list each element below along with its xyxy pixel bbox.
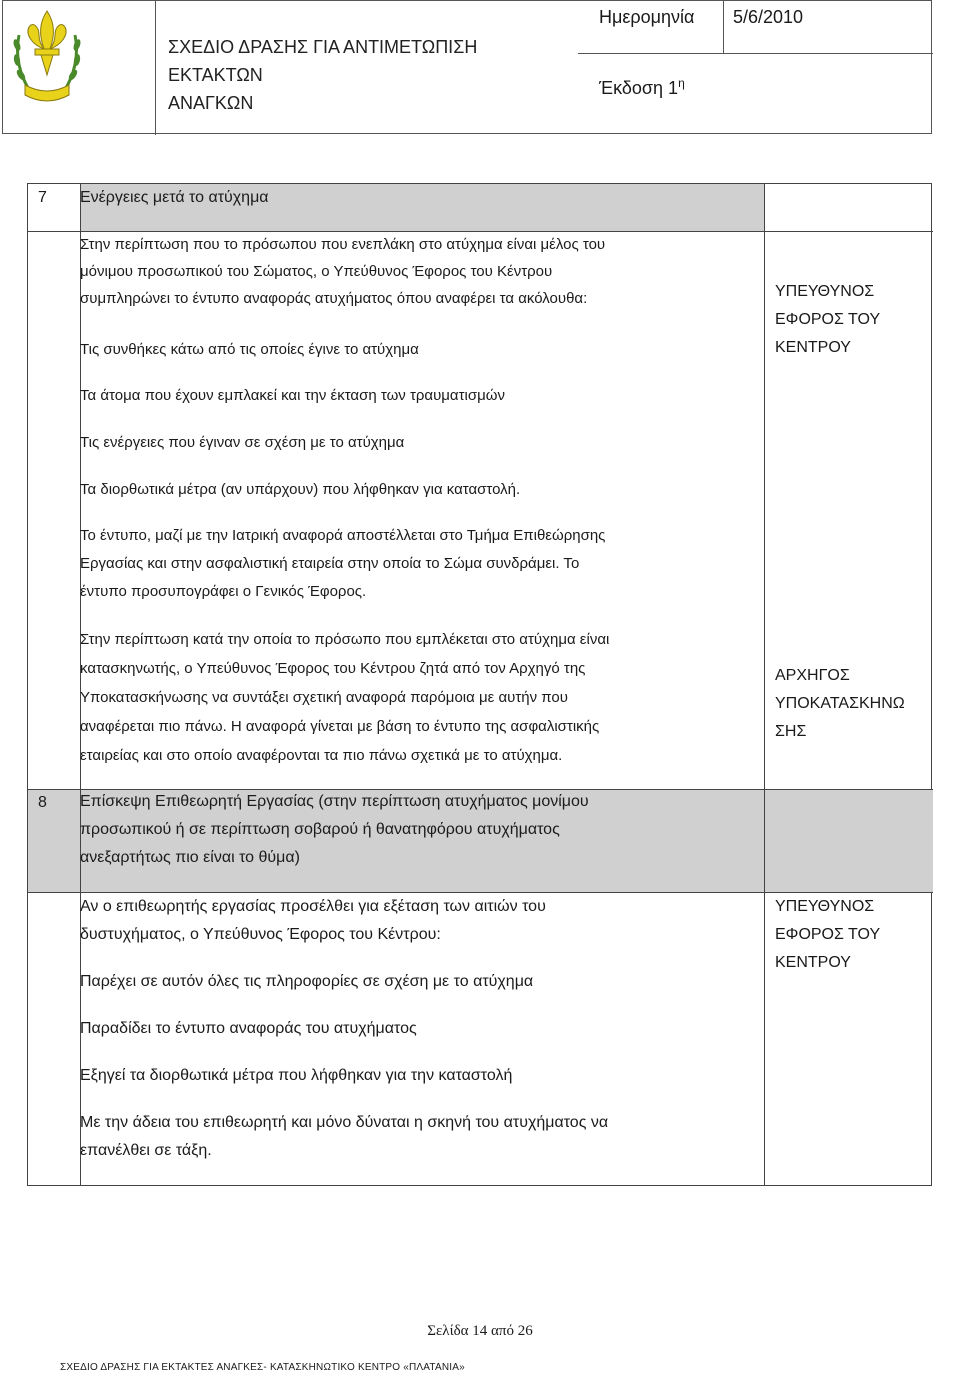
paragraph-line: Αν ο επιθεωρητής εργασίας προσέλθει για εξέταση των αιτιών του: [80, 898, 546, 915]
page-number: Σελίδα 14 από 26: [427, 1323, 533, 1339]
responsible-line: ΥΠΕΥΘΥΝΟΣ: [775, 283, 875, 300]
paragraph-line: Στην περίπτωση κατά την οποία το πρόσωπο που εμπλέκεται στο ατύχημα είναι: [80, 631, 610, 648]
document-header: [2, 0, 932, 134]
responsible-line: ΥΠΕΥΘΥΝΟΣ: [775, 898, 875, 915]
responsible-person: [775, 278, 880, 362]
list-item: Τις ενέργειες που έγιναν σε σχέση με το ατύχημα: [80, 434, 405, 451]
list-item: Τις συνθήκες κάτω από τις οποίες έγινε το ατύχημα: [80, 341, 419, 358]
section-title-line: Επίσκεψη Επιθεωρητή Εργασίας (στην περίπτωση ατυχήματος μονίμου: [80, 793, 589, 810]
section-title: Ενέργειες μετά το ατύχημα: [80, 189, 269, 206]
paragraph-line: Το έντυπο, μαζί με την Ιατρική αναφορά αποστέλλεται στο Τμήμα Επιθεώρησης: [80, 527, 606, 544]
responsible-person: [775, 662, 905, 746]
page-footer: ΣΧΕΔΙΟ ΔΡΑΣΗΣ ΓΙΑ ΕΚΤΑΚΤΕΣ ΑΝΑΓΚΕΣ- ΚΑΤΑΣΚΗΝΩΤΙΚΟ ΚΕΝΤΡΟ «ΠΛΑΤΑΝΙΑ»: [60, 1362, 465, 1373]
list-item: Τα διορθωτικά μέτρα (αν υπάρχουν) που λήφθηκαν για καταστολή.: [80, 481, 521, 498]
paragraph-line: εταιρείας και στο οποίο αναφέρονται τα πιο πάνω σχετικά με το ατύχημα.: [80, 747, 563, 764]
document-title: [168, 33, 568, 117]
paragraph-line: μόνιμου προσωπικού του Σώματος, ο Υπεύθυνος Έφορος του Κέντρου: [80, 263, 553, 280]
paragraph-line: Υποκατασκήνωσης να συντάξει σχετική αναφορά παρόμοια με αυτήν που: [80, 689, 568, 706]
section-number: 8: [38, 794, 47, 811]
list-item: Παραδίδει το έντυπο αναφοράς του ατυχήματος: [80, 1020, 417, 1037]
responsible-line: ΚΕΝΤΡΟΥ: [775, 954, 851, 971]
responsible-line: ΣΗΣ: [775, 723, 807, 740]
paragraph-line: δυστυχήματος, ο Υπεύθυνος Έφορος του Κέντρου:: [80, 926, 441, 943]
responsible-person: [775, 893, 880, 977]
scout-logo-icon: [11, 5, 83, 113]
section-title-line: προσωπικού ή σε περίπτωση σοβαρού ή θανατηφόρου ατυχήματος: [80, 821, 560, 838]
version-superscript: η: [678, 76, 685, 90]
paragraph-line: έντυπο προσυπογράφει ο Γενικός Έφορος.: [80, 583, 367, 600]
list-item: Τα άτομα που έχουν εμπλακεί και την έκταση των τραυματισμών: [80, 387, 505, 404]
list-item: Εξηγεί τα διορθωτικά μέτρα που λήφθηκαν για την καταστολή: [80, 1067, 513, 1084]
paragraph-line: Εργασίας και στην ασφαλιστική εταιρεία στην οποία το Σώμα συνδράμει. Το: [80, 555, 580, 572]
list-item: Παρέχει σε αυτόν όλες τις πληροφορίες σε σχέση με το ατύχημα: [80, 973, 534, 990]
header-divider: [723, 1, 724, 53]
responsible-line: ΕΦΟΡΟΣ ΤΟΥ: [775, 311, 881, 328]
responsible-line: ΑΡΧΗΓΟΣ: [775, 667, 850, 684]
responsible-line: ΚΕΝΤΡΟΥ: [775, 339, 851, 356]
title-line: ΣΧΕΔΙΟ ΔΡΑΣΗΣ ΓΙΑ ΑΝΤΙΜΕΤΩΠΙΣΗ ΕΚΤΑΚΤΩΝ: [168, 37, 478, 85]
paragraph-line: συμπληρώνει το έντυπο αναφοράς ατυχήματος όπου αναφέρει τα ακόλουθα:: [80, 290, 588, 307]
responsible-line: ΕΦΟΡΟΣ ΤΟΥ: [775, 926, 881, 943]
column-divider: [764, 184, 765, 1185]
version-label: [599, 71, 685, 100]
header-divider: [155, 1, 156, 135]
header-divider: [578, 53, 933, 54]
title-line: ΑΝΑΓΚΩΝ: [168, 93, 254, 113]
paragraph-line: κατασκηνωτής, ο Υπεύθυνος Έφορος του Κέντρου ζητά από τον Αρχηγό της: [80, 660, 586, 677]
paragraph-line: αναφέρεται πιο πάνω. Η αναφορά γίνεται με βάση το έντυπο της ασφαλιστικής: [80, 718, 600, 735]
version-text: Έκδοση 1: [599, 78, 679, 98]
date-label: Ημερομηνία: [599, 7, 695, 27]
procedure-table: [27, 183, 932, 1186]
section-number: 7: [38, 189, 47, 206]
paragraph-line: Με την άδεια του επιθεωρητή και μόνο δύναται η σκηνή του ατυχήματος να: [80, 1114, 609, 1131]
paragraph-line: Στην περίπτωση που το πρόσωπου που ενεπλάκη στο ατύχημα είναι μέλος του: [80, 236, 606, 253]
date-value: 5/6/2010: [733, 7, 804, 27]
paragraph-line: επανέλθει σε τάξη.: [80, 1142, 212, 1159]
section-title-line: ανεξαρτήτως πιο είναι το θύμα): [80, 849, 300, 866]
responsible-line: ΥΠΟΚΑΤΑΣΚΗΝΩ: [775, 695, 905, 712]
